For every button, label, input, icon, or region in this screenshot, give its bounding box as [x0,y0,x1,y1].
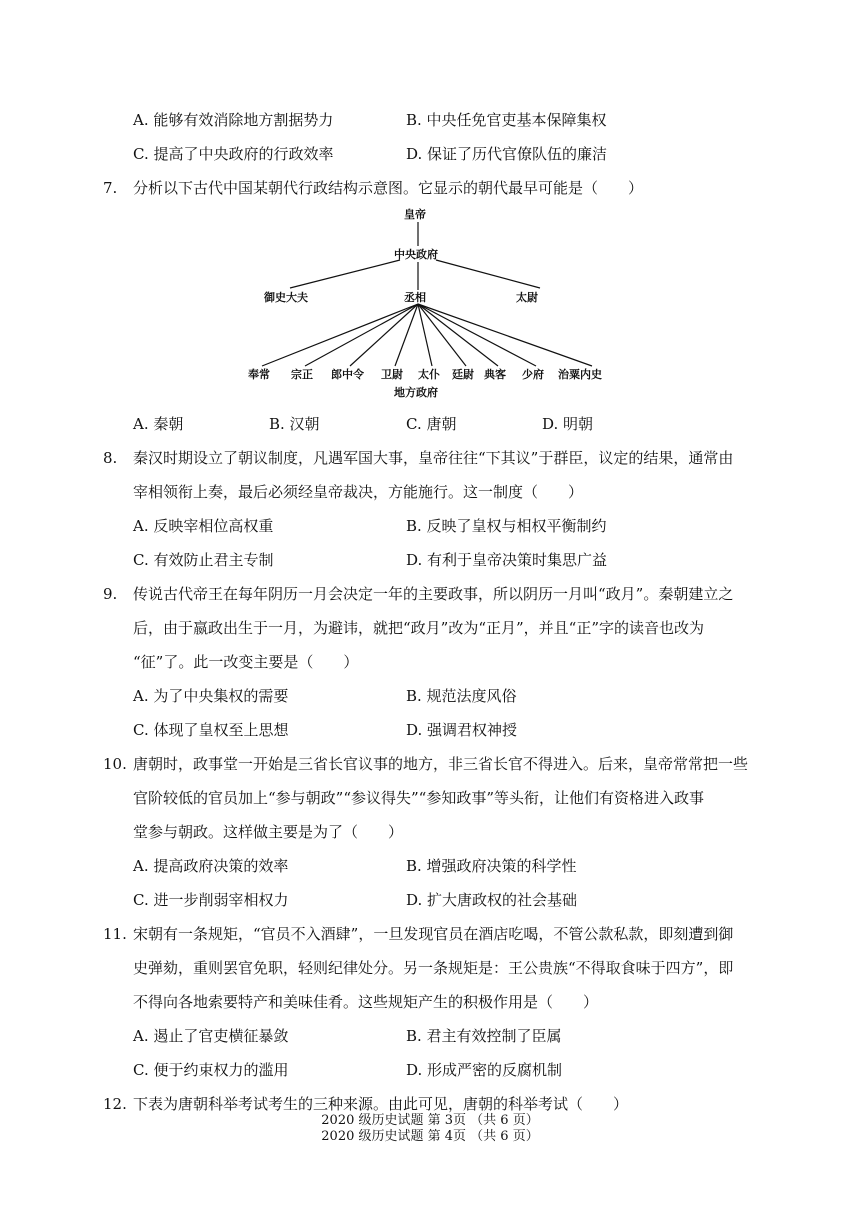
q11-option-a: A. 遏止了官吏横征暴敛 [133,1027,289,1045]
node-minister-6: 廷尉 [452,368,474,381]
q11-line-1: 宋朝有一条规矩，“官员不入酒肆”，一旦发现官员在酒店吃喝，不管公款私款，即刻遭到御 [133,925,734,943]
q11-number: 11. [103,925,127,943]
q10-number: 10. [103,755,127,773]
node-local-government: 地方政府 [394,386,438,399]
q8-option-d: D. 有利于皇帝决策时集思广益 [406,551,608,569]
q11-option-d: D. 形成严密的反腐机制 [406,1061,563,1079]
q8-option-b: B. 反映了皇权与相权平衡制约 [406,517,607,535]
q7-stem: 分析以下古代中国某朝代行政结构示意图。它显示的朝代最早可能是（ ） [133,179,644,197]
q7-option-c: C. 唐朝 [406,415,457,433]
q6-option-d: D. 保证了历代官僚队伍的廉洁 [406,145,608,163]
q10-option-b: B. 增强政府决策的科学性 [406,857,577,875]
q12-stem: 下表为唐朝科举考试考生的三种来源。由此可见，唐朝的科举考试（ ） [133,1095,629,1113]
q9-option-c: C. 体现了皇权至上思想 [133,721,289,739]
node-minister-9: 治粟内史 [558,368,602,381]
q8-option-c: C. 有效防止君主专制 [133,551,274,569]
node-chancellor: 丞相 [404,291,426,304]
node-minister-7: 典客 [484,368,506,381]
q10-line-3: 堂参与朝政。这样做主要是为了（ ） [133,823,404,841]
node-minister-1: 奉常 [248,368,270,381]
administrative-structure-diagram [240,200,620,410]
q10-option-a: A. 提高政府决策的效率 [133,857,289,875]
q11-line-2: 史弹劾，重则罢官免职，轻则纪律处分。另一条规矩是：王公贵族“不得取食味于四方”，即 [133,959,734,977]
node-emperor: 皇帝 [404,208,426,221]
q9-number: 9. [103,585,118,603]
node-censor: 御史大夫 [264,291,308,304]
q11-option-c: C. 便于约束权力的滥用 [133,1061,289,1079]
node-minister-5: 太仆 [418,368,440,381]
q8-option-a: A. 反映宰相位高权重 [133,517,274,535]
q9-line-3: “征”了。此一改变主要是（ ） [133,653,359,671]
footer-page-4: 2020 级历史试题 第 4页 （共 6 页） [321,1129,539,1144]
q10-option-c: C. 进一步削弱宰相权力 [133,891,289,909]
q12-number: 12. [103,1095,127,1113]
q8-number: 8. [103,449,118,467]
node-minister-2: 宗正 [291,368,313,381]
q9-option-d: D. 强调君权神授 [406,721,518,739]
node-minister-3: 郎中令 [331,368,364,381]
q9-line-2: 后，由于嬴政出生于一月，为避讳，就把“政月”改为“正月”，并且“正”字的读音也改为 [133,619,705,637]
q7-number: 7. [103,179,118,197]
q9-line-1: 传说古代帝王在每年阴历一月会决定一年的主要政事，所以阴历一月叫“政月”。秦朝建立之 [133,585,734,603]
q11-option-b: B. 君主有效控制了臣属 [406,1027,562,1045]
q7-option-d: D. 明朝 [542,415,594,433]
q6-option-b: B. 中央任免官吏基本保障集权 [406,111,607,129]
q10-line-2: 官阶较低的官员加上“参与朝政”“参议得失”“参知政事”等头衔，让他们有资格进入政事 [133,789,705,807]
node-minister-8: 少府 [522,368,544,381]
q7-option-a: A. 秦朝 [133,415,184,433]
q7-option-b: B. 汉朝 [269,415,320,433]
node-minister-4: 卫尉 [381,368,403,381]
q10-option-d: D. 扩大唐政权的社会基础 [406,891,578,909]
q8-line-1: 秦汉时期设立了朝议制度，凡遇军国大事，皇帝往往“下其议”于群臣，议定的结果，通常由 [133,449,734,467]
q9-option-b: B. 规范法度风俗 [406,687,517,705]
q6-option-c: C. 提高了中央政府的行政效率 [133,145,334,163]
node-grand-commandant: 太尉 [516,291,538,304]
q10-line-1: 唐朝时，政事堂一开始是三省长官议事的地方，非三省长官不得进入。后来，皇帝常常把一些 [133,755,749,773]
q11-line-3: 不得向各地索要特产和美味佳肴。这些规矩产生的积极作用是（ ） [133,993,599,1011]
node-central-government: 中央政府 [394,248,438,261]
q6-option-a: A. 能够有效消除地方割据势力 [133,111,334,129]
q9-option-a: A. 为了中央集权的需要 [133,687,289,705]
q8-line-2: 宰相领衔上奏，最后必须经皇帝裁决，方能施行。这一制度（ ） [133,483,584,501]
footer-page-3: 2020 级历史试题 第 3页 （共 6 页） [321,1113,539,1128]
